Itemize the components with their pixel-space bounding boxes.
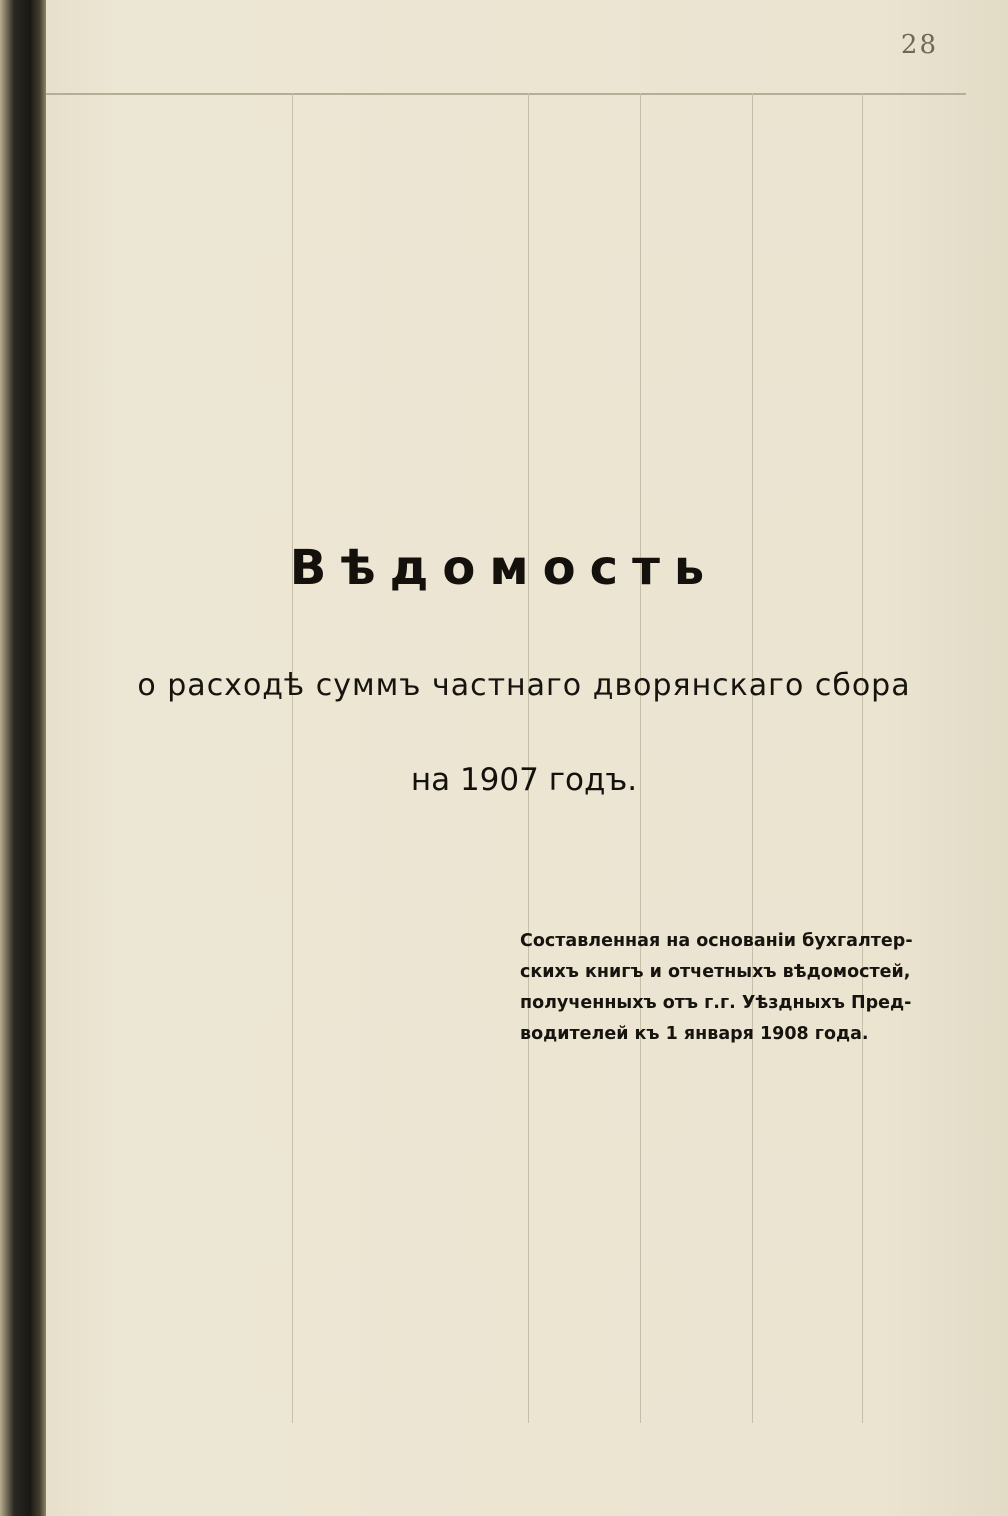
compilation-note-line: скихъ книгъ и отчетныхъ вѣдомостей, [520,962,911,982]
page-number: 28 [900,30,938,60]
document-title: Вѣдомость [289,540,719,596]
compilation-note-line: полученныхъ отъ г.г. Уѣздныхъ Пред- [520,993,912,1013]
bleed-through-column-line [640,93,641,1423]
bleed-through-rule [46,93,966,95]
bleed-through-column-line [528,93,529,1423]
compilation-note-line: Составленная на основанiи бухгалтер- [520,931,913,951]
document-subtitle: о расходѣ суммъ частнаго дворянскаго сбора [137,668,911,703]
compilation-note [520,926,930,1050]
book-binding [0,0,46,1516]
bleed-through-column-line [292,93,293,1423]
compilation-note-line: водителей къ 1 января 1908 года. [520,1024,869,1044]
bleed-through-column-line [752,93,753,1423]
document-year-line: на 1907 годъ. [410,762,638,798]
bleed-through-column-line [862,93,863,1423]
